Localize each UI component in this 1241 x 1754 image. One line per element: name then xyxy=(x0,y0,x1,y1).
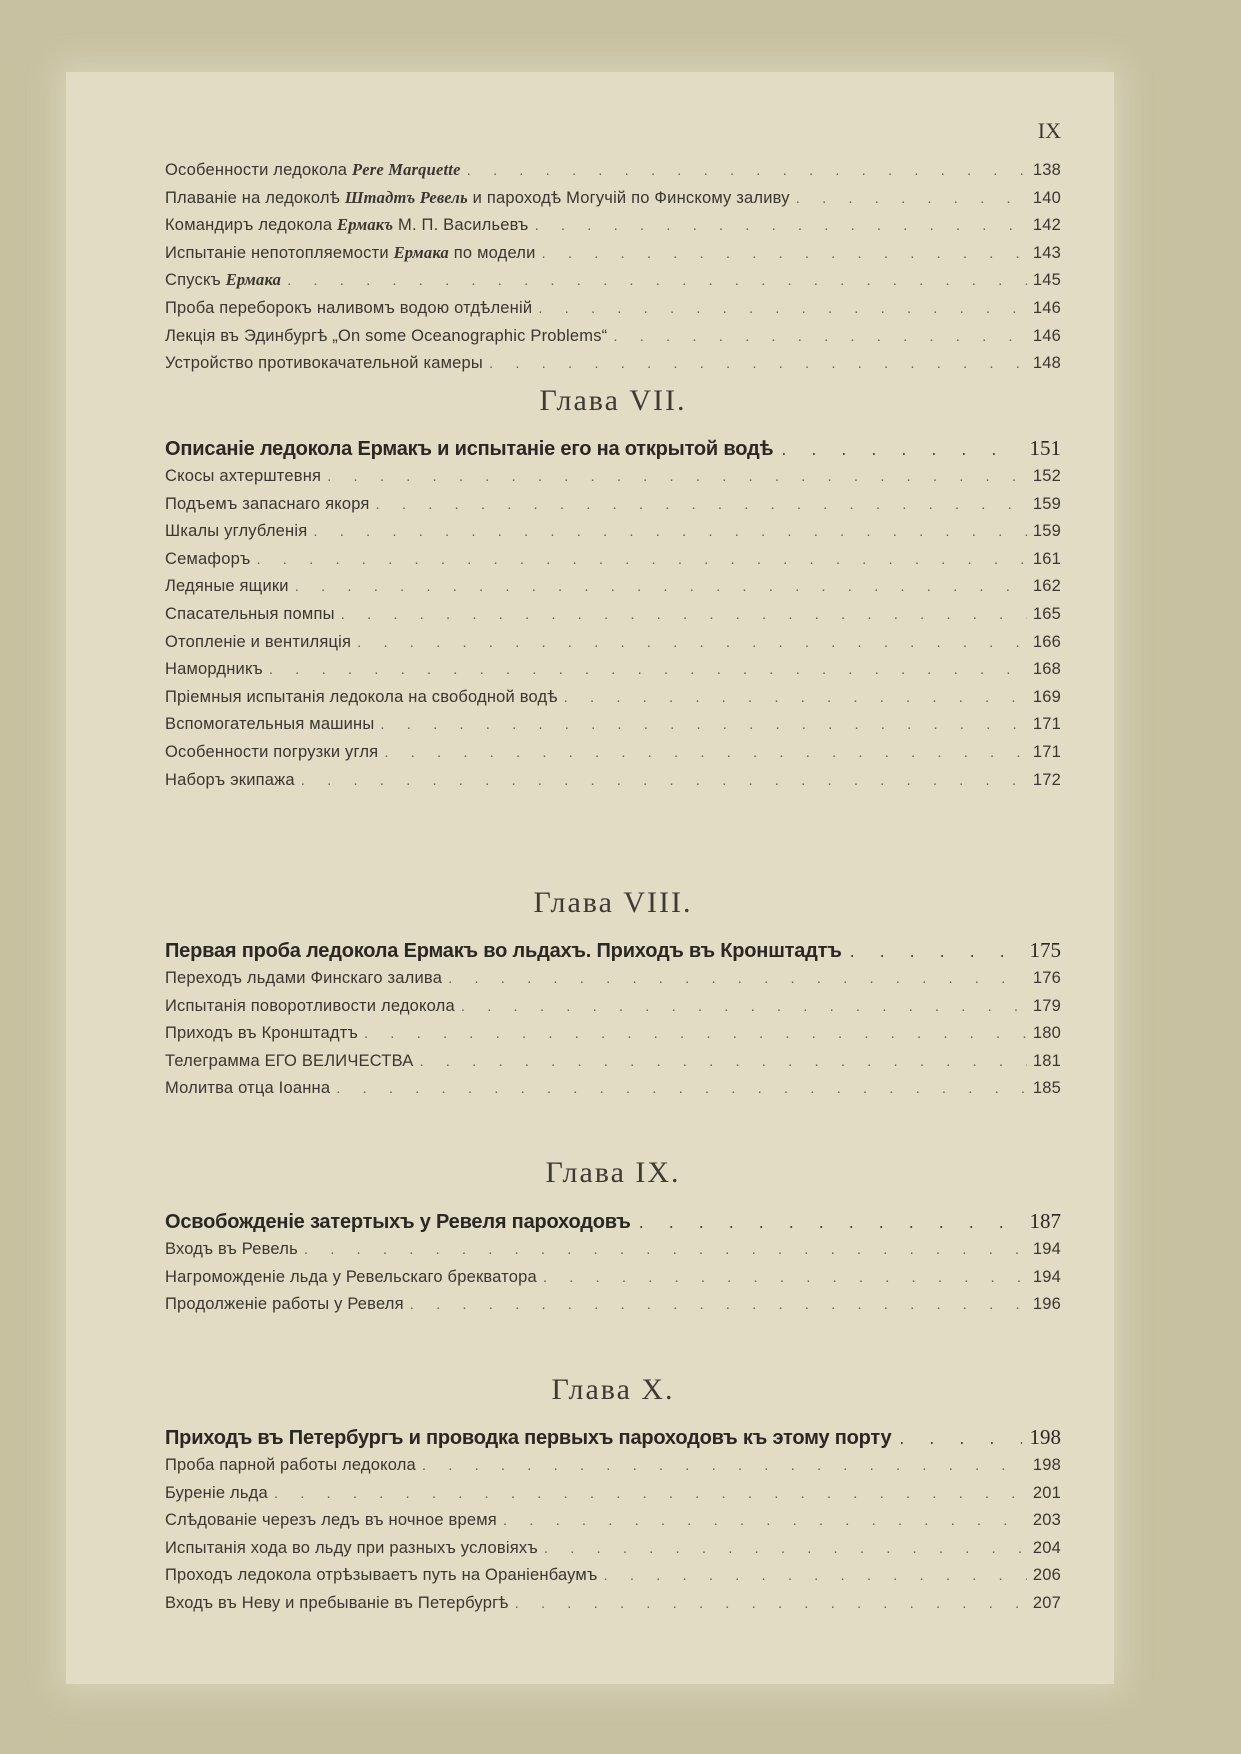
toc-entry xyxy=(165,968,1061,996)
toc-entry-text: Испытанiя поворотливости ледокола xyxy=(165,996,455,1015)
dot-leader xyxy=(781,439,1021,460)
dot-leader xyxy=(543,1269,1027,1286)
chapter-title-text: Описанiе ледокола Ермакъ и испытанiе его на открытой водѣ xyxy=(165,438,774,460)
chapter-page: 151 xyxy=(1029,436,1061,460)
toc-entry-text: Шкалы углубленiя xyxy=(165,522,308,541)
toc-entry-page: 148 xyxy=(1032,354,1061,373)
chapter-title-text: Первая проба ледокола Ермакъ во льдахъ. Приходъ въ Кронштадтъ xyxy=(165,940,842,962)
toc-entry-title xyxy=(165,714,374,734)
toc-entry-title xyxy=(165,1510,497,1530)
toc-entry-title xyxy=(165,1294,404,1314)
toc-entry-page: 204 xyxy=(1032,1538,1061,1557)
toc-entry-text: Особенности погрузки угля xyxy=(165,742,379,761)
ship-name: Ермакъ xyxy=(337,215,394,235)
page-number: IX xyxy=(1037,118,1061,143)
toc-entry xyxy=(165,160,1061,188)
chapter-title-8 xyxy=(165,938,1061,963)
toc-entry-text: Вспомогательныя машины xyxy=(165,715,375,734)
toc-entry-title xyxy=(165,576,289,596)
dot-leader xyxy=(419,1053,1026,1070)
toc-entry-text: М. П. Васильевъ xyxy=(393,216,529,235)
chapter-heading-8: Глава VIII. xyxy=(533,886,693,919)
toc-entry-text: Скосы ахтерштевня xyxy=(165,467,322,485)
chapter-heading-10: Глава X. xyxy=(551,1373,675,1406)
toc-entry xyxy=(165,1239,1061,1267)
toc-entry-page: 159 xyxy=(1032,494,1061,513)
toc-entry-text: Наборъ экипажа xyxy=(165,770,295,789)
toc-entry-text: Командиръ ледокола xyxy=(165,216,337,235)
toc-entry-title xyxy=(165,353,483,373)
toc-entry-text: Испытанiе непотопляемости xyxy=(165,243,394,262)
toc-entry-text: Приходъ въ Кронштадтъ xyxy=(165,1024,358,1043)
toc-entries-chapter-9 xyxy=(165,1239,1061,1322)
toc-entry xyxy=(165,1593,1061,1621)
dot-leader xyxy=(327,468,1027,485)
dot-leader xyxy=(613,328,1026,345)
toc-entry-page: 203 xyxy=(1032,1511,1061,1530)
dot-leader xyxy=(544,1540,1027,1557)
toc-entry-text: Спасательныя помпы xyxy=(165,604,335,623)
dot-leader xyxy=(384,744,1027,761)
toc-entry-page: 176 xyxy=(1032,969,1061,987)
dot-leader xyxy=(301,772,1027,789)
dot-leader xyxy=(364,1025,1027,1042)
toc-entry-page: 206 xyxy=(1032,1566,1061,1585)
toc-entry xyxy=(165,270,1061,298)
dot-leader xyxy=(503,1512,1027,1529)
toc-entry-title xyxy=(165,549,250,569)
ship-name: Штадтъ Ревель xyxy=(344,187,468,207)
toc-entry xyxy=(165,549,1061,577)
toc-entry-text: Испытанiя хода во льду при разныхъ условiяхъ xyxy=(165,1538,538,1557)
chapter-title-text: Освобожденiе затертыхъ у Ревеля пароходовъ xyxy=(165,1211,631,1233)
toc-entry-page: 168 xyxy=(1032,660,1061,679)
toc-entry-title xyxy=(165,742,378,762)
toc-entry-page: 145 xyxy=(1032,271,1061,290)
toc-entry-title xyxy=(165,270,281,290)
toc-entry-text: Намордникъ xyxy=(165,660,263,679)
toc-entry-text: по модели xyxy=(448,243,536,262)
toc-entry-page: 194 xyxy=(1032,1267,1061,1286)
toc-entry xyxy=(165,494,1061,522)
toc-entry-title xyxy=(165,243,536,263)
toc-entry xyxy=(165,1510,1061,1538)
toc-entry-title xyxy=(165,326,607,346)
dot-leader xyxy=(564,689,1027,706)
toc-entry-page: 159 xyxy=(1032,522,1061,541)
dot-leader xyxy=(256,551,1026,568)
toc-entry-text: Лекцiя въ Эдинбургѣ „On some Oceanographic Problems“ xyxy=(165,326,608,345)
dot-leader xyxy=(850,941,1022,962)
toc-entry-page: 166 xyxy=(1032,632,1061,651)
dot-leader xyxy=(448,970,1027,987)
toc-entry-page: 179 xyxy=(1032,996,1061,1015)
toc-entry xyxy=(165,1078,1061,1106)
toc-entry-text: Прiемныя испытанiя ледокола на свободной водѣ xyxy=(165,687,558,706)
toc-entry xyxy=(165,521,1061,549)
toc-entry-title xyxy=(165,188,790,208)
dot-leader xyxy=(542,245,1027,262)
dot-leader xyxy=(461,998,1027,1015)
toc-entry-page: 171 xyxy=(1032,742,1061,761)
toc-entry-text: Плаванiе на ледоколѣ xyxy=(165,188,345,207)
toc-entry-text: Входъ въ Неву и пребыванiе въ Петербургѣ xyxy=(165,1593,509,1612)
toc-entry-title xyxy=(165,1267,537,1287)
chapter-heading-9: Глава IX. xyxy=(545,1156,681,1189)
toc-entry-text: Проба переборокъ наливомъ водою отдѣленiй xyxy=(165,298,533,317)
dot-leader xyxy=(295,578,1027,595)
toc-entry xyxy=(165,466,1061,494)
chapter-title-text: Приходъ въ Петербургъ и проводка первыхъ пароходовъ къ этому порту xyxy=(165,1427,892,1449)
toc-entry-text: Устройство противокачательной камеры xyxy=(165,354,483,373)
toc-entry-text: и пароходѣ Могучiй по Финскому заливу xyxy=(467,188,790,207)
toc-entry-page: 169 xyxy=(1032,687,1061,706)
dot-leader xyxy=(639,1212,1022,1233)
dot-leader xyxy=(357,634,1027,651)
chapter-heading-7: Глава VII. xyxy=(539,384,687,417)
dot-leader xyxy=(287,272,1027,289)
toc-entry-text: Семафоръ xyxy=(165,549,251,568)
toc-entry-title xyxy=(165,659,263,679)
toc-entry-page: 165 xyxy=(1032,604,1061,623)
toc-entry-text: Проба парной работы ледокола xyxy=(165,1456,416,1474)
toc-entry-title xyxy=(165,1538,538,1558)
toc-entries-chapter-7 xyxy=(165,466,1061,797)
toc-entry xyxy=(165,1294,1061,1322)
toc-entry xyxy=(165,714,1061,742)
toc-entry xyxy=(165,1455,1061,1483)
dot-leader xyxy=(796,190,1027,207)
toc-entry-title xyxy=(165,1023,358,1043)
dot-leader xyxy=(410,1296,1027,1313)
toc-entry-title xyxy=(165,160,461,180)
ship-name: Ермака xyxy=(225,270,282,290)
dot-leader xyxy=(304,1241,1027,1258)
ship-name: Pere Marquette xyxy=(351,160,461,179)
dot-leader xyxy=(603,1567,1026,1584)
toc-entry xyxy=(165,996,1061,1024)
dot-leader xyxy=(515,1595,1027,1612)
dot-leader xyxy=(538,300,1027,317)
toc-entry xyxy=(165,1023,1061,1051)
toc-entry-page: 162 xyxy=(1032,577,1061,596)
toc-entry-title xyxy=(165,968,442,988)
toc-entry xyxy=(165,1267,1061,1295)
chapter-page: 198 xyxy=(1029,1425,1061,1449)
dot-leader xyxy=(269,661,1027,678)
toc-entry-title xyxy=(165,1051,413,1071)
dot-leader xyxy=(422,1457,1027,1474)
toc-entry xyxy=(165,632,1061,660)
toc-entry-text: Входъ въ Ревель xyxy=(165,1240,298,1258)
toc-entry-text: Нагроможденiе льда у Ревельскаго брекватора xyxy=(165,1267,537,1286)
toc-entry xyxy=(165,326,1061,354)
toc-entry-title xyxy=(165,687,558,707)
toc-entry-title xyxy=(165,1483,268,1503)
toc-entries-continued xyxy=(165,160,1061,381)
toc-entry-title xyxy=(165,1565,597,1585)
toc-entry-page: 161 xyxy=(1032,549,1061,568)
toc-entry-page: 140 xyxy=(1032,188,1061,207)
chapter-title-9 xyxy=(165,1209,1061,1234)
toc-entry-title xyxy=(165,632,351,652)
toc-entry-page: 194 xyxy=(1032,1240,1061,1258)
toc-entry-page: 138 xyxy=(1032,161,1061,179)
dot-leader xyxy=(467,162,1027,179)
dot-leader xyxy=(313,523,1027,540)
toc-entry-page: 152 xyxy=(1032,467,1061,485)
toc-entry-page: 201 xyxy=(1032,1483,1061,1502)
chapter-title-10 xyxy=(165,1425,1061,1450)
dot-leader xyxy=(489,355,1027,372)
toc-entry-text: Проходъ ледокола отрѣзываетъ путь на Ораніенбаумъ xyxy=(165,1566,598,1585)
toc-entry xyxy=(165,576,1061,604)
toc-entry xyxy=(165,1538,1061,1566)
toc-entry-page: 207 xyxy=(1032,1593,1061,1612)
toc-entry-page: 185 xyxy=(1032,1079,1061,1098)
toc-entry xyxy=(165,687,1061,715)
dot-leader xyxy=(336,1080,1027,1097)
ship-name: Ермака xyxy=(393,242,449,262)
toc-entry xyxy=(165,188,1061,216)
dot-leader xyxy=(376,496,1027,513)
toc-entry-page: 172 xyxy=(1032,770,1061,789)
toc-entry-title xyxy=(165,494,370,514)
toc-entry xyxy=(165,659,1061,687)
toc-entry xyxy=(165,1565,1061,1593)
toc-entry xyxy=(165,215,1061,243)
toc-entry xyxy=(165,1051,1061,1079)
toc-entry-page: 196 xyxy=(1032,1295,1061,1314)
toc-entry-page: 146 xyxy=(1032,298,1061,317)
toc-entry-text: Телеграмма ЕГО ВЕЛИЧЕСТВА xyxy=(165,1051,414,1070)
toc-entry-title xyxy=(165,521,307,541)
toc-entry xyxy=(165,770,1061,798)
toc-entry-title xyxy=(165,1593,509,1613)
chapter-page: 175 xyxy=(1029,938,1061,962)
toc-entry xyxy=(165,742,1061,770)
toc-entry-text: Отопленiе и вентиляцiя xyxy=(165,632,352,651)
dot-leader xyxy=(535,217,1027,234)
toc-entry-page: 142 xyxy=(1032,216,1061,235)
toc-entry-title xyxy=(165,1239,298,1259)
toc-entry xyxy=(165,604,1061,632)
toc-entry xyxy=(165,243,1061,271)
toc-entry-page: 181 xyxy=(1032,1051,1061,1070)
toc-entry-text: Продолженiе работы у Ревеля xyxy=(165,1295,404,1314)
toc-entry-title xyxy=(165,298,532,318)
toc-entry xyxy=(165,1483,1061,1511)
toc-entry-text: Спускъ xyxy=(165,271,226,290)
toc-entry-title xyxy=(165,996,455,1016)
toc-entry-page: 171 xyxy=(1032,715,1061,734)
toc-entry-title xyxy=(165,466,321,486)
toc-entry-text: Подъемъ запаснаго якоря xyxy=(165,494,370,513)
toc-entry-page: 180 xyxy=(1032,1024,1061,1043)
toc-entry-text: Буренiе льда xyxy=(165,1483,268,1502)
toc-entries-chapter-8 xyxy=(165,968,1061,1106)
toc-entry-title xyxy=(165,1078,330,1098)
chapter-title-7 xyxy=(165,436,1061,461)
toc-entry-page: 198 xyxy=(1032,1456,1061,1474)
toc-entry-page: 146 xyxy=(1032,326,1061,345)
toc-entry-text: Особенности ледокола xyxy=(165,161,352,179)
toc-entries-chapter-10 xyxy=(165,1455,1061,1621)
dot-leader xyxy=(899,1428,1021,1449)
chapter-page: 187 xyxy=(1029,1209,1061,1233)
dot-leader xyxy=(274,1485,1027,1502)
toc-entry-title xyxy=(165,604,335,624)
toc-entry-title xyxy=(165,770,295,790)
toc-entry-page: 143 xyxy=(1032,243,1061,262)
toc-entry-text: Молитва отца Iоанна xyxy=(165,1079,331,1098)
dot-leader xyxy=(341,606,1027,623)
toc-entry-title xyxy=(165,215,529,235)
toc-entry xyxy=(165,353,1061,381)
toc-entry-text: Слѣдованiе черезъ ледъ въ ночное время xyxy=(165,1511,497,1530)
toc-entry-text: Переходъ льдами Финскаго залива xyxy=(165,969,443,987)
dot-leader xyxy=(380,716,1026,733)
toc-entry-title xyxy=(165,1455,416,1475)
toc-entry-text: Ледяные ящики xyxy=(165,577,289,596)
toc-entry xyxy=(165,298,1061,326)
